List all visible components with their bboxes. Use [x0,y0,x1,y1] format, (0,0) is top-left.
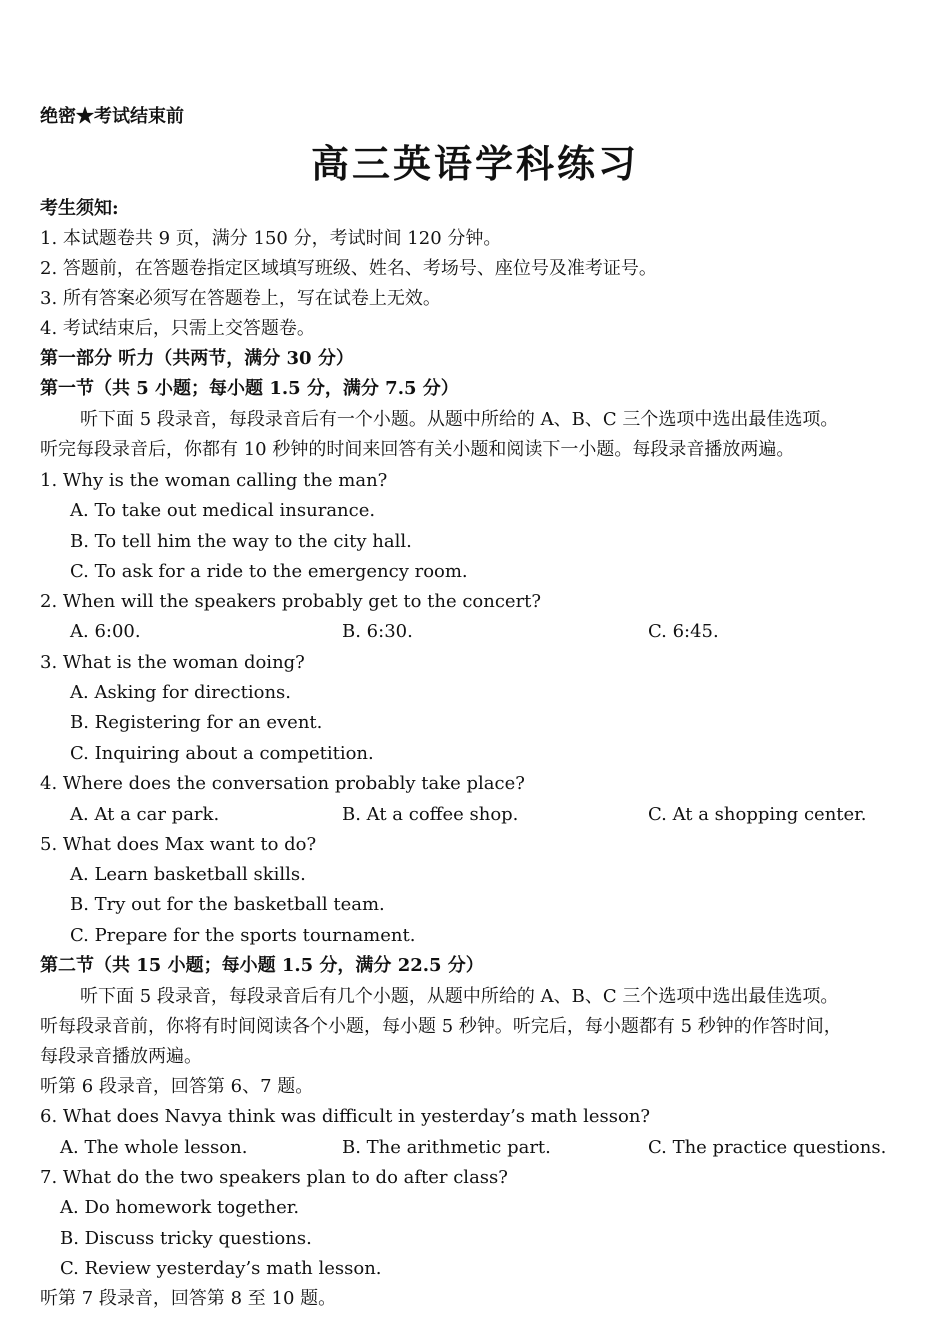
question-6: 6. What does Navya think was difficult in yesterday’s math lesson? [40,1106,651,1127]
question-3: 3. What is the woman doing? [40,652,305,673]
instruction-line: 每段录音播放两遍。 [40,1046,202,1067]
question-4: 4. Where does the conversation probably take place? [40,773,525,794]
section1-heading: 第一节（共 5 小题；每小题 1.5 分，满分 7.5 分） [40,378,459,399]
confidential-label: 绝密★考试结束前 [40,106,184,127]
option-a: A. Do homework together. [60,1197,300,1218]
question-1: 1. Why is the woman calling the man? [40,470,388,491]
option-a: A. To take out medical insurance. [70,500,376,521]
recording-7-instruction: 听第 7 段录音，回答第 8 至 10 题。 [40,1288,337,1309]
instruction-line: 听每段录音前，你将有时间阅读各个小题，每小题 5 秒钟。听完后，每小题都有 5 秒钟的作答时间， [40,1016,842,1037]
question-2: 2. When will the speakers probably get to the concert? [40,591,542,612]
option-a: A. Asking for directions. [70,682,292,703]
section2-heading: 第二节（共 15 小题；每小题 1.5 分，满分 22.5 分） [40,955,484,976]
notice-item: 3. 所有答案必须写在答题卷上，写在试卷上无效。 [40,288,441,309]
option-c: C. Prepare for the sports tournament. [70,925,416,946]
option-c: C. To ask for a ride to the emergency room. [70,561,468,582]
option-c: C. The practice questions. [648,1137,887,1158]
option-c: C. Review yesterday’s math lesson. [60,1258,382,1279]
notice-heading: 考生须知: [40,198,119,219]
option-b: B. To tell him the way to the city hall. [70,531,412,552]
recording-6-instruction: 听第 6 段录音，回答第 6、7 题。 [40,1076,314,1097]
option-b: B. At a coffee shop. [342,804,519,825]
instruction-line: 听完每段录音后，你都有 10 秒钟的时间来回答有关小题和阅读下一小题。每段录音播放两遍。 [40,439,795,460]
question-7: 7. What do the two speakers plan to do after class? [40,1167,508,1188]
instruction-line: 听下面 5 段录音，每段录音后有一个小题。从题中所给的 A、B、C 三个选项中选出最佳选项。 [80,409,839,430]
notice-item: 4. 考试结束后，只需上交答题卷。 [40,318,315,339]
part1-heading: 第一部分 听力（共两节，满分 30 分） [40,348,354,369]
notice-item: 2. 答题前，在答题卷指定区域填写班级、姓名、考场号、座位号及准考证号。 [40,258,657,279]
option-a: A. At a car park. [70,804,220,825]
option-c: C. 6:45. [648,621,719,642]
option-a: A. The whole lesson. [60,1137,248,1158]
instruction-line: 听下面 5 段录音，每段录音后有几个小题，从题中所给的 A、B、C 三个选项中选出最佳选项。 [80,986,839,1007]
option-c: C. Inquiring about a competition. [70,743,374,764]
option-b: B. Discuss tricky questions. [60,1228,312,1249]
option-b: B. Registering for an event. [70,712,323,733]
option-a: A. Learn basketball skills. [70,864,306,885]
option-c: C. At a shopping center. [648,804,867,825]
option-b: B. 6:30. [342,621,413,642]
page-title: 高三英语学科练习 [310,141,639,186]
option-b: B. Try out for the basketball team. [70,894,385,915]
section1-instructions [40,405,920,465]
question-5: 5. What does Max want to do? [40,834,317,855]
notice-item: 1. 本试题卷共 9 页，满分 150 分，考试时间 120 分钟。 [40,228,502,249]
option-b: B. The arithmetic part. [342,1137,551,1158]
section2-instructions [40,982,920,1072]
option-a: A. 6:00. [70,621,141,642]
